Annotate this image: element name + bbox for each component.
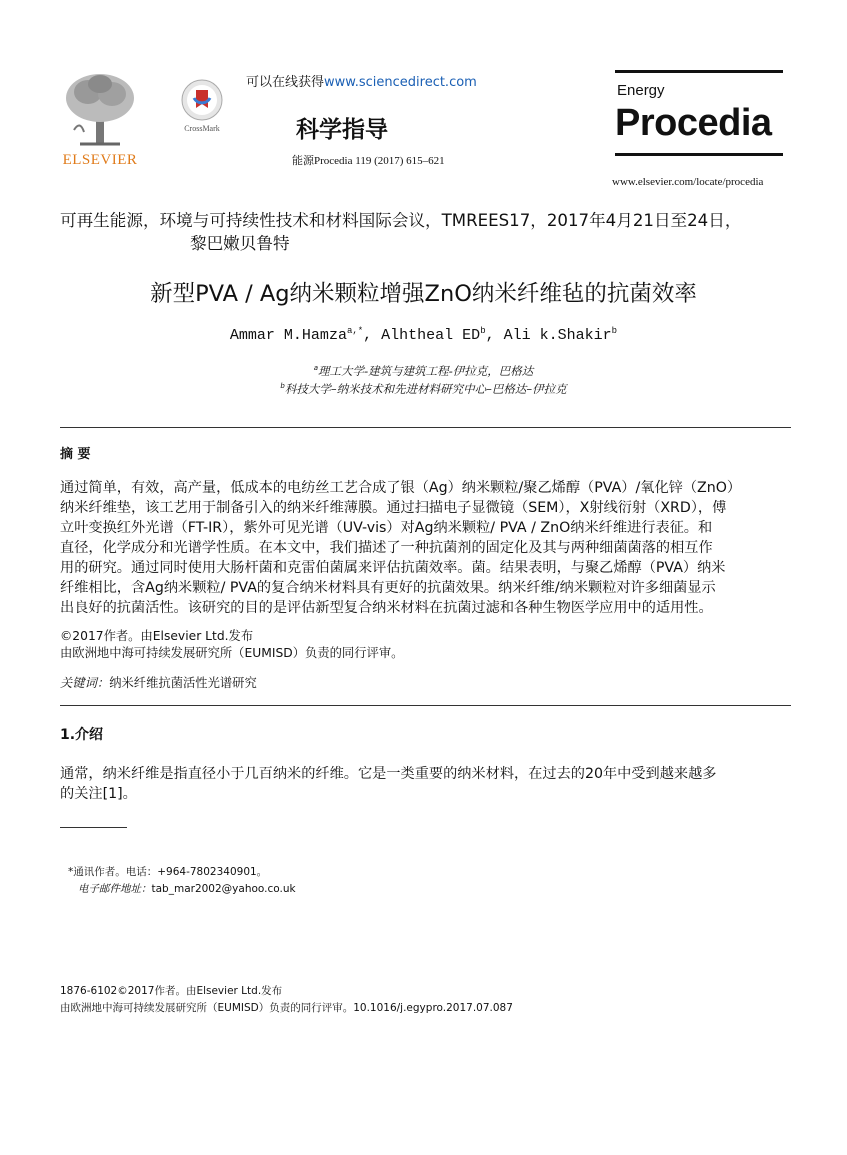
footer-line-2: 由欧洲地中海可持续发展研究所（EUMISD）负责的同行评审。10.1016/j.egypro.2017.07.087 [60, 1002, 513, 1014]
rule-top-abstract [60, 427, 791, 428]
footnote-email [68, 881, 296, 898]
section-1-line-1: 通常，纳米纤维是指直径小于几百纳米的纤维。它是一类重要的纳米材料，在过去的20年中受到越来越多 [60, 766, 717, 782]
footnote-email-address[interactable]: tab_mar2002@yahoo.co.uk [151, 883, 296, 895]
abstract-line-4: 直径，化学成分和光谱学性质。在本文中，我们描述了一种抗菌剂的固定化及其与两种细菌菌落的相互作 [60, 540, 713, 556]
keywords-label: 关键词： [60, 676, 110, 690]
footnote-email-label: 电子邮件地址： [78, 883, 152, 895]
abstract-line-1: 通过简单，有效，高产量，低成本的电纺丝工艺合成了银（Ag）纳米颗粒/聚乙烯醇（PVA）/氧化锌（ZnO） [60, 480, 742, 496]
author-3: Ali k.Shakir [503, 327, 612, 344]
journal-logo-bottom-rule [615, 153, 783, 156]
author-2: Alhtheal ED [381, 327, 481, 344]
abstract-line-2: 纳米纤维垫，该工艺用于制备引入的纳米纤维薄膜。通过扫描电子显微镜（SEM），X射线衍射（XRD），傅 [60, 500, 727, 516]
footnote-line-1: *通讯作者。电话：+964-7802340901。 [68, 866, 268, 878]
affiliation-b: $^b$科技大学–纳米技术和先进材料研究中心–巴格达–伊拉克 [280, 382, 567, 396]
abstract-body [60, 478, 800, 618]
journal-logo-procedia: Procedia [615, 102, 772, 144]
author-1-sup: a,* [346, 326, 364, 336]
copyright-line-2: 由欧洲地中海可持续发展研究所（EUMISD）负责的同行评审。 [60, 646, 404, 660]
conference-line-1: 可再生能源，环境与可持续性技术和材料国际会议，TMREES17，2017年4月21日至24日， [60, 211, 742, 230]
abstract-copyright [60, 628, 403, 662]
abstract-line-5: 用的研究。通过同时使用大肠杆菌和克雷伯菌属来评估抗菌效率。菌。结果表明，与聚乙烯醇（PVA）纳米 [60, 560, 726, 576]
affiliation-a: $^a$理工大学-建筑与建筑工程-伊拉克，巴格达 [313, 364, 534, 378]
author-3-sup: b [611, 326, 618, 336]
sciencedirect-link[interactable]: www.sciencedirect.com [324, 75, 477, 90]
elsevier-wordmark: ELSEVIER [62, 152, 138, 168]
abstract-line-3: 立叶变换红外光谱（FT-IR），紫外可见光谱（UV-vis）对Ag纳米颗粒/ PVA / ZnO纳米纤维进行表征。和 [60, 520, 713, 536]
rule-bottom-abstract [60, 705, 791, 706]
footer-line-1: 1876-6102©2017作者。由Elsevier Ltd.发布 [60, 985, 283, 997]
paper-title: 新型PVA / Ag纳米颗粒增强ZnO纳米纤维毡的抗菌效率 [150, 281, 697, 307]
section-1-line-2: 的关注[1]。 [60, 786, 137, 802]
page-footer [60, 983, 513, 1017]
copyright-line-1: ©2017作者。由Elsevier Ltd.发布 [60, 629, 254, 643]
conference-line-2: 黎巴嫩贝鲁特 [190, 234, 290, 253]
abstract-heading: 摘 要 [60, 447, 91, 462]
author-1: Ammar M.Hamza [229, 327, 347, 344]
crossmark-label: CrossMark [184, 124, 220, 133]
footnote-rule [60, 827, 127, 828]
keywords-text: 纳米纤维抗菌活性光谱研究 [109, 676, 257, 690]
available-online-prefix: 可以在线获得 [246, 75, 325, 90]
journal-url[interactable]: www.elsevier.com/locate/procedia [612, 176, 764, 188]
platform-name: 科学指导 [296, 117, 388, 143]
abstract-line-6: 纤维相比，含Ag纳米颗粒/ PVA的复合纳米材料具有更好的抗菌效果。纳米纤维/纳米颗粒对许多细菌显示 [60, 580, 716, 596]
journal-logo [615, 70, 783, 166]
abstract-line-7: 出良好的抗菌活性。该研究的目的是评估新型复合纳米材料在抗菌过滤和各种生物医学应用中的适用性。 [60, 600, 713, 616]
authors: Ammar M.Hamza$^{a,*}$, Alhtheal $ED^b$, Ali k.Shakir$^b$ [229, 326, 618, 344]
available-online [246, 71, 477, 90]
journal-logo-top-rule [615, 70, 783, 73]
elsevier-logo [60, 70, 140, 168]
section-1-body [60, 764, 800, 804]
journal-logo-energy: Energy [617, 82, 665, 99]
crossmark-icon [180, 78, 224, 122]
journal-citation: 能源Procedia 119 (2017) 615–621 [292, 155, 445, 167]
footnote [68, 864, 296, 898]
elsevier-tree-icon [60, 70, 140, 150]
section-1-heading: 1.介绍 [60, 727, 104, 743]
keywords [60, 675, 257, 692]
author-2-sup: b [480, 326, 486, 336]
crossmark-badge[interactable] [174, 78, 230, 134]
